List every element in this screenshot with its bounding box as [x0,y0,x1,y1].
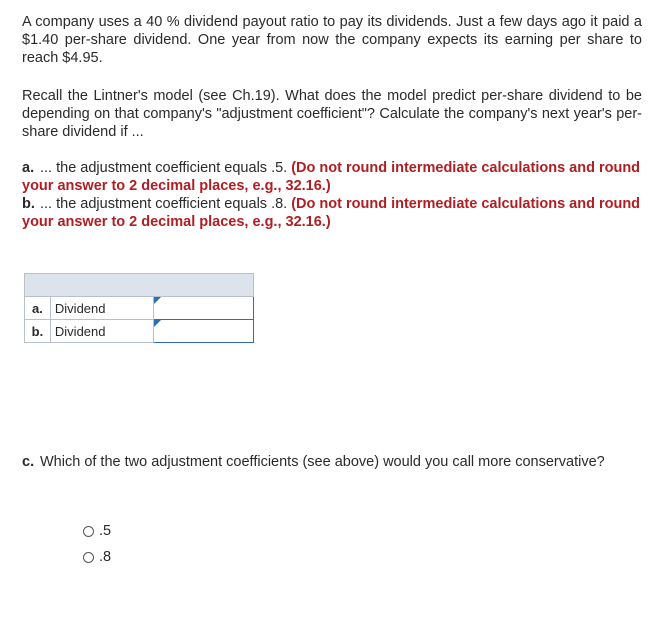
question-c [22,453,644,471]
question-a-letter: a. [22,160,35,176]
answer-row-b-cell [153,320,253,343]
answer-row-b [25,320,254,343]
input-marker-icon [154,320,161,327]
radio-icon[interactable] [83,526,94,537]
question-b-note: (Do not round intermediate calculations and round your answer to 2 decimal places, e.g., 32.16.) [22,196,641,230]
answer-row-b-label: b. [25,320,51,343]
dividend-a-input[interactable] [154,298,253,318]
problem-paragraph-1: A company uses a 40 % dividend payout ratio to pay its dividends. Just a few days ago it paid a $1.40 per-share dividend. One year from now the company expects its earning per share to reach $4.95. [22,14,642,66]
question-b-text: ... the adjustment coefficient equals .8. [40,196,292,212]
problem-paragraph-2: Recall the Lintner's model (see Ch.19). What does the model predict per-share dividend to be depending on that company's "adjustment coefficient"? Calculate the company's next year's per-share dividend if ... [22,88,642,140]
answer-row-a-label: a. [25,297,51,320]
answer-row-a-cell [153,297,253,320]
question-a [22,159,644,195]
answer-table-header-cell [25,274,254,297]
radio-icon[interactable] [83,552,94,563]
answer-table-header [25,274,254,297]
question-c-letter: c. [22,454,35,470]
answer-table [24,273,254,343]
option-0-5[interactable] [83,522,111,540]
option-0-5-label: .5 [99,523,112,539]
option-0-8[interactable] [83,548,111,566]
question-b-letter: b. [22,196,35,212]
question-c-text: Which of the two adjustment coefficients (see above) would you call more conservative? [40,454,605,470]
answer-row-a-name: Dividend [50,297,153,320]
answer-row-a [25,297,254,320]
question-a-text: ... the adjustment coefficient equals .5. [40,160,292,176]
question-b [22,195,644,231]
input-marker-icon [154,297,161,304]
option-0-8-label: .8 [99,549,112,565]
dividend-b-input[interactable] [154,321,253,341]
answer-row-b-name: Dividend [50,320,153,343]
question-a-note: (Do not round intermediate calculations and round your answer to 2 decimal places, e.g., 32.16.) [22,160,641,194]
